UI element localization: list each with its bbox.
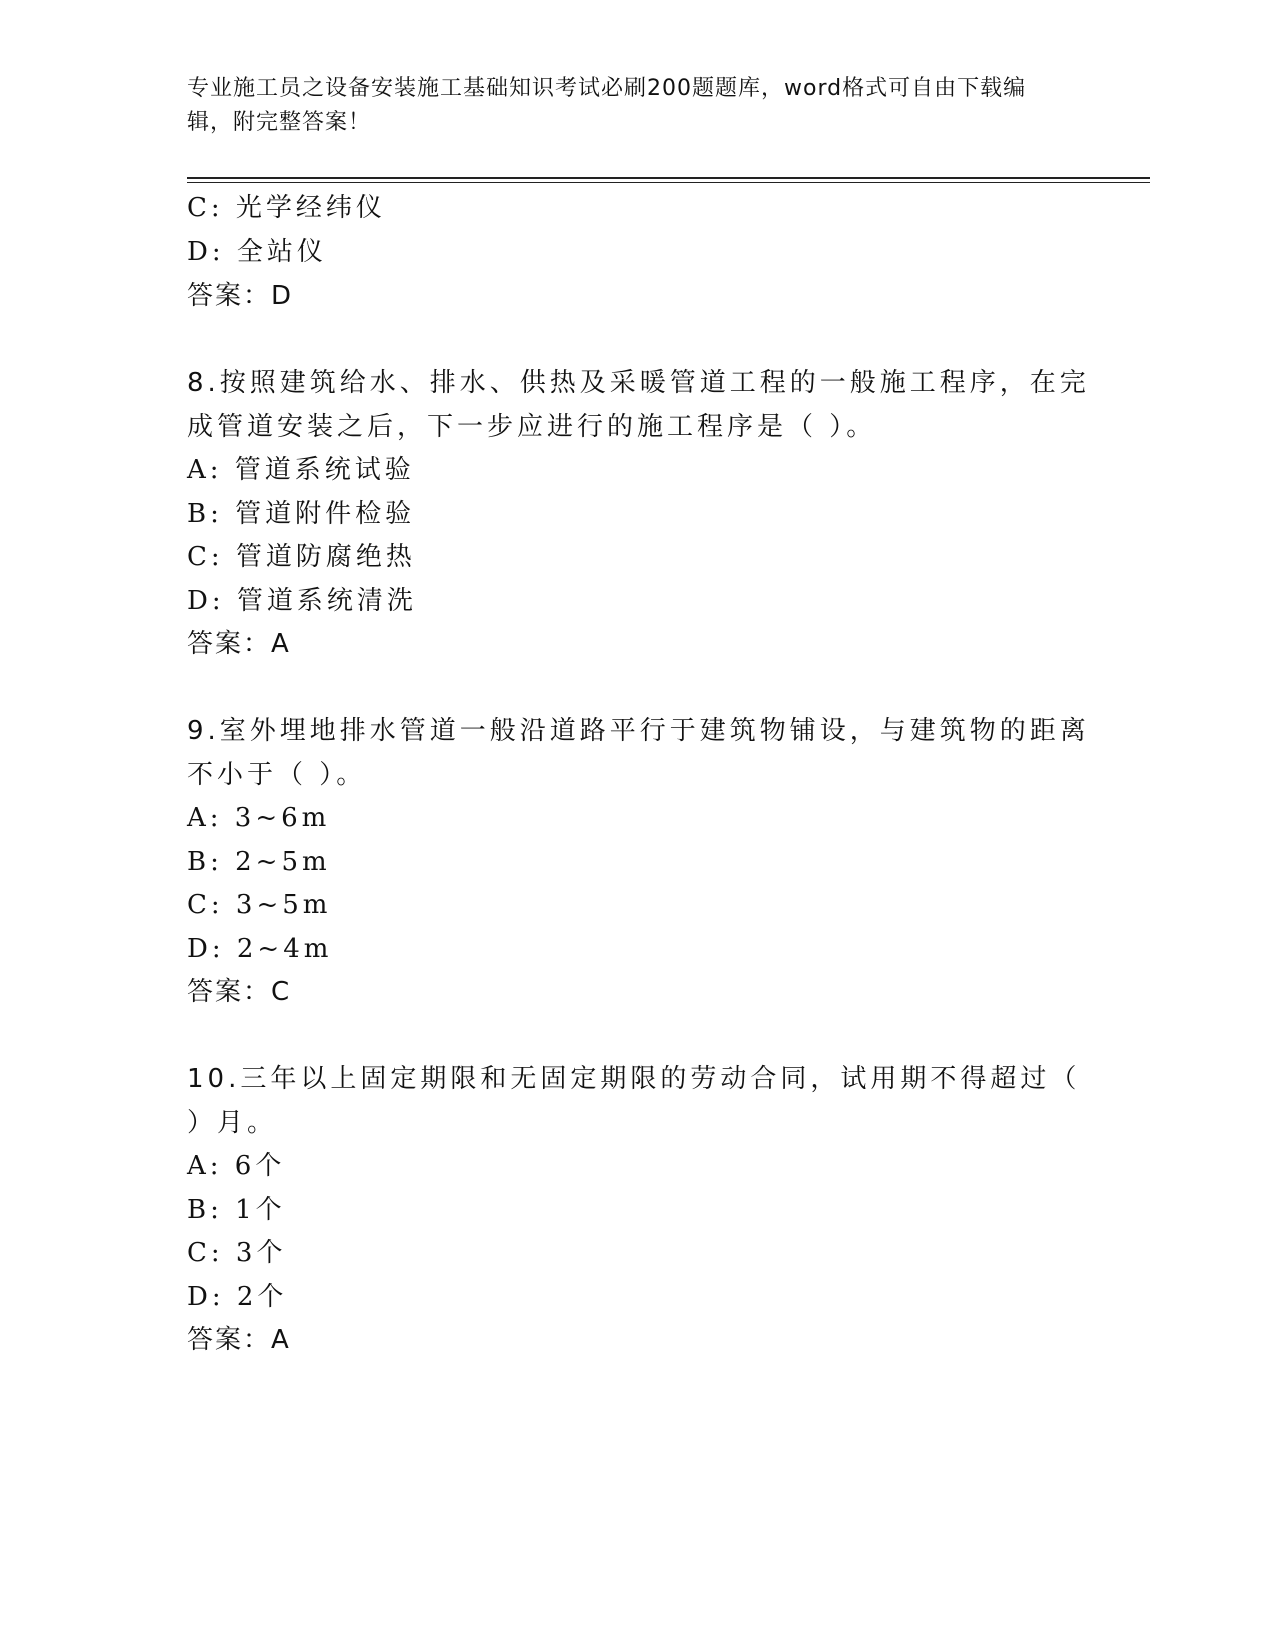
question-10-option-d: D: 2个 xyxy=(187,1282,288,1312)
header-rule-thin xyxy=(187,182,1150,183)
question-10-answer: 答案：A xyxy=(187,1325,291,1355)
answer-line: 答案：D xyxy=(187,281,294,311)
option-c: C: 光学经纬仪 xyxy=(187,193,386,223)
question-9-option-a: A: 3~6m xyxy=(187,803,331,833)
question-10-option-b: B: 1个 xyxy=(187,1195,286,1225)
question-10-option-a: A: 6个 xyxy=(187,1151,286,1181)
document-header: 专业施工员之设备安装施工基础知识考试必刷200题题库，word格式可自由下载编辑，附完整答案！ xyxy=(187,76,1027,135)
question-8-option-c: C: 管道防腐绝热 xyxy=(187,542,416,572)
question-10-text-line-2: ）月。 xyxy=(187,1108,278,1138)
question-10-option-c: C: 3个 xyxy=(187,1238,287,1268)
question-8-option-b: B: 管道附件检验 xyxy=(187,499,416,529)
question-8-option-a: A: 管道系统试验 xyxy=(187,455,415,485)
question-8-answer: 答案：A xyxy=(187,629,291,659)
header-rule-thick xyxy=(187,177,1150,179)
question-9-option-c: C: 3~5m xyxy=(187,890,332,920)
question-8-option-d: D: 管道系统清洗 xyxy=(187,586,417,616)
question-9-answer: 答案：C xyxy=(187,977,292,1007)
option-d: D: 全站仪 xyxy=(187,237,327,267)
question-9-text-line-2: 不小于（ ）。 xyxy=(187,760,367,790)
question-10-text-line-1: 10.三年以上固定期限和无固定期限的劳动合同，试用期不得超过（ xyxy=(187,1064,1081,1094)
question-8-text-line-2: 成管道安装之后，下一步应进行的施工程序是（ ）。 xyxy=(187,412,877,442)
question-8-text-line-1: 8.按照建筑给水、排水、供热及采暖管道工程的一般施工程序，在完 xyxy=(187,368,1090,398)
question-9-option-b: B: 2~5m xyxy=(187,847,331,877)
question-9-text-line-1: 9.室外埋地排水管道一般沿道路平行于建筑物铺设，与建筑物的距离 xyxy=(187,716,1090,746)
question-9-option-d: D: 2~4m xyxy=(187,934,333,964)
